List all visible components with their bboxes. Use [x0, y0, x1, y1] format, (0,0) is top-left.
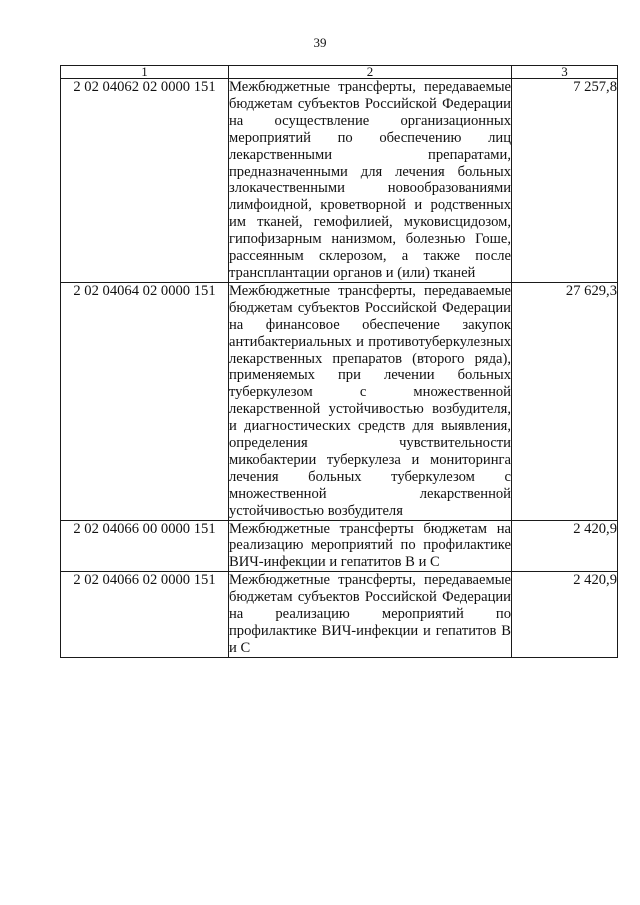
amount-value: 2 420,9	[512, 572, 618, 658]
column-header-3: 3	[512, 66, 618, 79]
budget-classification-code: 2 02 04066 00 0000 151	[61, 520, 229, 572]
budget-classification-code: 2 02 04062 02 0000 151	[61, 79, 229, 283]
income-description: Межбюджетные трансферты, передаваемые бюджетам субъектов Российской Федерации на реализацию мероприятий по профилактике ВИЧ-инфекции и гепатитов В и С	[229, 572, 511, 656]
budget-classification-code: 2 02 04064 02 0000 151	[61, 282, 229, 520]
table-row	[61, 79, 618, 283]
column-header-1: 1	[61, 66, 229, 79]
column-number-header-row	[61, 66, 618, 79]
budget-classification-code: 2 02 04066 02 0000 151	[61, 572, 229, 658]
table-row	[61, 282, 618, 520]
income-description: Межбюджетные трансферты, передаваемые бюджетам субъектов Российской Федерации на осуществление организационных мероприятий по обеспечению лиц лекарственными препаратами, предназначенными для лечения больных злокачественными новообразованиями лимфоидной, кроветворной и родственных им тканей, гемофилией, муковисцидозом, гипофизарным нанизмом, болезнью Гоше, рассеянным склерозом, а также после трансплантации органов и (или) тканей	[229, 79, 511, 281]
amount-value: 2 420,9	[512, 520, 618, 572]
page-number: 39	[313, 35, 327, 50]
income-description: Межбюджетные трансферты бюджетам на реализацию мероприятий по профилактике ВИЧ-инфекции и гепатитов В и С	[229, 520, 511, 571]
amount-value: 27 629,3	[512, 282, 618, 520]
amount-value: 7 257,8	[512, 79, 618, 283]
income-description: Межбюджетные трансферты, передаваемые бюджетам субъектов Российской Федерации на финансовое обеспечение закупок антибактериальных и противотуберкулезных лекарственных препаратов (второго ряда), применяемых при лечении больных туберкулезом с множественной лекарственной устойчивостью возбудителя, и диагностических средств для выявления, определения чувствительности микобактерии туберкулеза и мониторинга лечения больных туберкулезом с множественной лекарственной устойчивостью возбудителя	[229, 282, 511, 519]
table-row	[61, 520, 618, 572]
column-header-2: 2	[229, 66, 512, 79]
budget-transfers-table	[60, 65, 618, 658]
table-row	[61, 572, 618, 658]
